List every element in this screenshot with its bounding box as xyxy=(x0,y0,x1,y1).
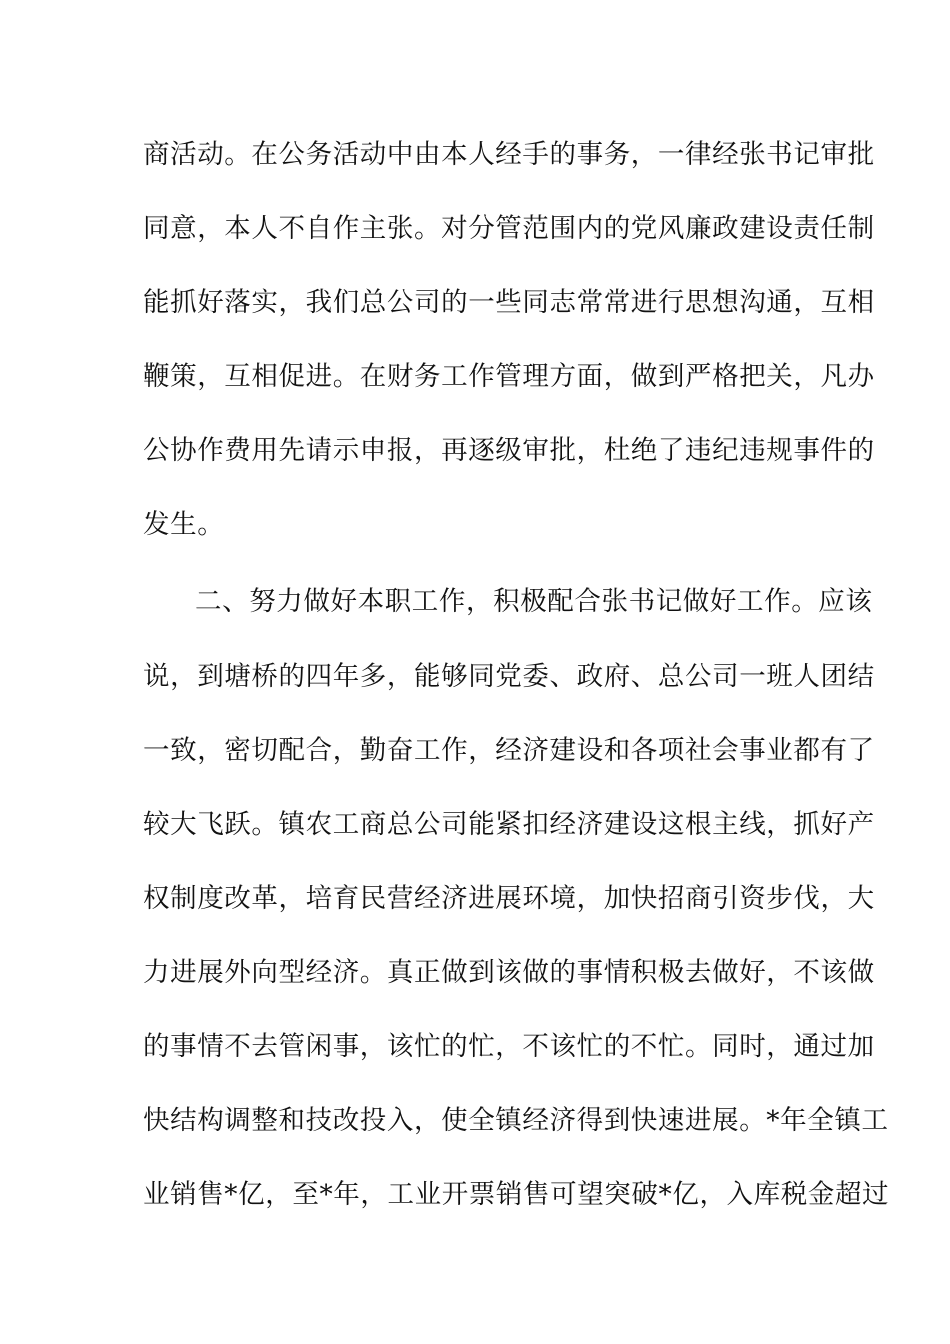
text-line: 同意，本人不自作主张。对分管范围内的党风廉政建设责任制 xyxy=(143,213,875,244)
text-line: 的事情不去管闲事，该忙的忙，不该忙的不忙。同时，通过加 xyxy=(143,1031,875,1062)
text-line: 权制度改革，培育民营经济进展环境，加快招商引资步伐，大 xyxy=(143,883,875,914)
text-line: 发生。 xyxy=(143,509,225,540)
text-line: 说，到塘桥的四年多，能够同党委、政府、总公司一班人团结 xyxy=(143,661,875,692)
text-line: 鞭策，互相促进。在财务工作管理方面，做到严格把关，凡办 xyxy=(143,361,875,392)
text-line: 较大飞跃。镇农工商总公司能紧扣经济建设这根主线，抓好产 xyxy=(143,809,875,840)
text-line: 一致，密切配合，勤奋工作，经济建设和各项社会事业都有了 xyxy=(143,735,875,766)
text-line: 业销售*亿，至*年，工业开票销售可望突破*亿，入库税金超过 xyxy=(143,1179,890,1210)
text-line: 力进展外向型经济。真正做到该做的事情积极去做好，不该做 xyxy=(143,957,875,988)
text-line: 公协作费用先请示申报，再逐级审批，杜绝了违纪违规事件的 xyxy=(143,435,875,466)
text-line: 快结构调整和技改投入，使全镇经济得到快速进展。*年全镇工 xyxy=(143,1105,889,1136)
text-line: 能抓好落实，我们总公司的一些同志常常进行思想沟通，互相 xyxy=(143,287,875,318)
text-line: 商活动。在公务活动中由本人经手的事务，一律经张书记审批 xyxy=(143,139,875,170)
paragraph-first-line: 二、努力做好本职工作，积极配合张书记做好工作。应该 xyxy=(195,586,873,617)
